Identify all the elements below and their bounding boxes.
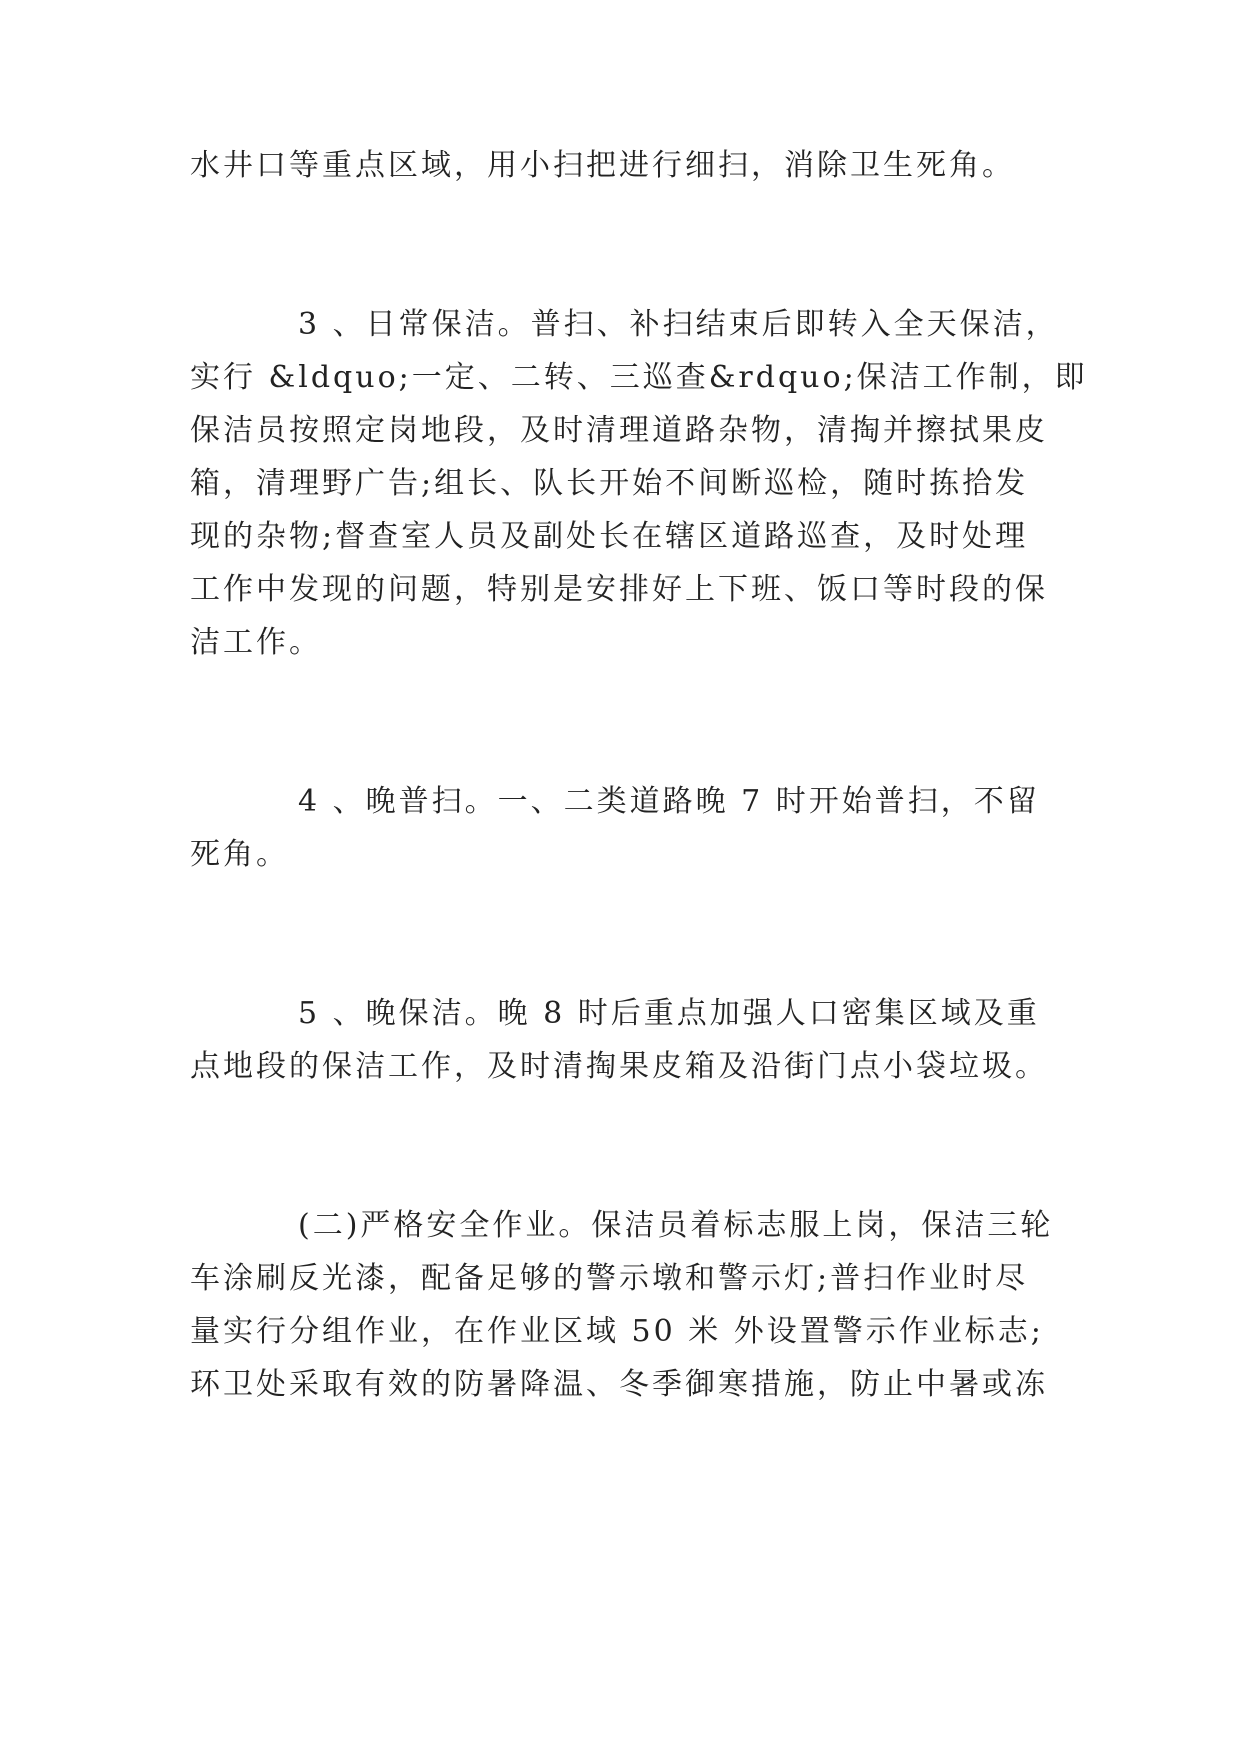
paragraph-1-line-1: 水井口等重点区域，用小扫把进行细扫，消除卫生死角。	[190, 148, 1015, 183]
paragraph-4-line-1: 5 、晚保洁。晚 8 时后重点加强人口密集区域及重	[298, 996, 1040, 1031]
paragraph-2-line-4: 箱，清理野广告;组长、队长开始不间断巡检，随时拣拾发	[190, 466, 1029, 501]
paragraph-2-line-1: 3 、日常保洁。普扫、补扫结束后即转入全天保洁，	[298, 307, 1059, 342]
paragraph-5-line-4: 环卫处采取有效的防暑降温、冬季御寒措施，防止中暑或冻	[190, 1367, 1048, 1402]
paragraph-2-line-5: 现的杂物;督查室人员及副处长在辖区道路巡查，及时处理	[190, 519, 1029, 554]
paragraph-5-line-1: (二)严格安全作业。保洁员着标志服上岗，保洁三轮	[298, 1208, 1054, 1243]
paragraph-5-line-2: 车涂刷反光漆，配备足够的警示墩和警示灯;普扫作业时尽	[190, 1261, 1029, 1296]
paragraph-5-line-3: 量实行分组作业，在作业区域 50 米 外设置警示作业标志;	[190, 1314, 1044, 1349]
paragraph-2-line-7: 洁工作。	[190, 625, 322, 660]
paragraph-3-line-1: 4 、晚普扫。一、二类道路晚 7 时开始普扫，不留	[298, 784, 1040, 819]
paragraph-2-line-2: 实行 &ldquo;一定、二转、三巡查&rdquo;保洁工作制，即	[190, 360, 1088, 395]
paragraph-2-line-3: 保洁员按照定岗地段，及时清理道路杂物，清掏并擦拭果皮	[190, 413, 1048, 448]
paragraph-3-line-2: 死角。	[190, 837, 289, 872]
paragraph-2-line-6: 工作中发现的问题，特别是安排好上下班、饭口等时段的保	[190, 572, 1048, 607]
paragraph-4-line-2: 点地段的保洁工作，及时清掏果皮箱及沿街门点小袋垃圾。	[190, 1049, 1048, 1084]
